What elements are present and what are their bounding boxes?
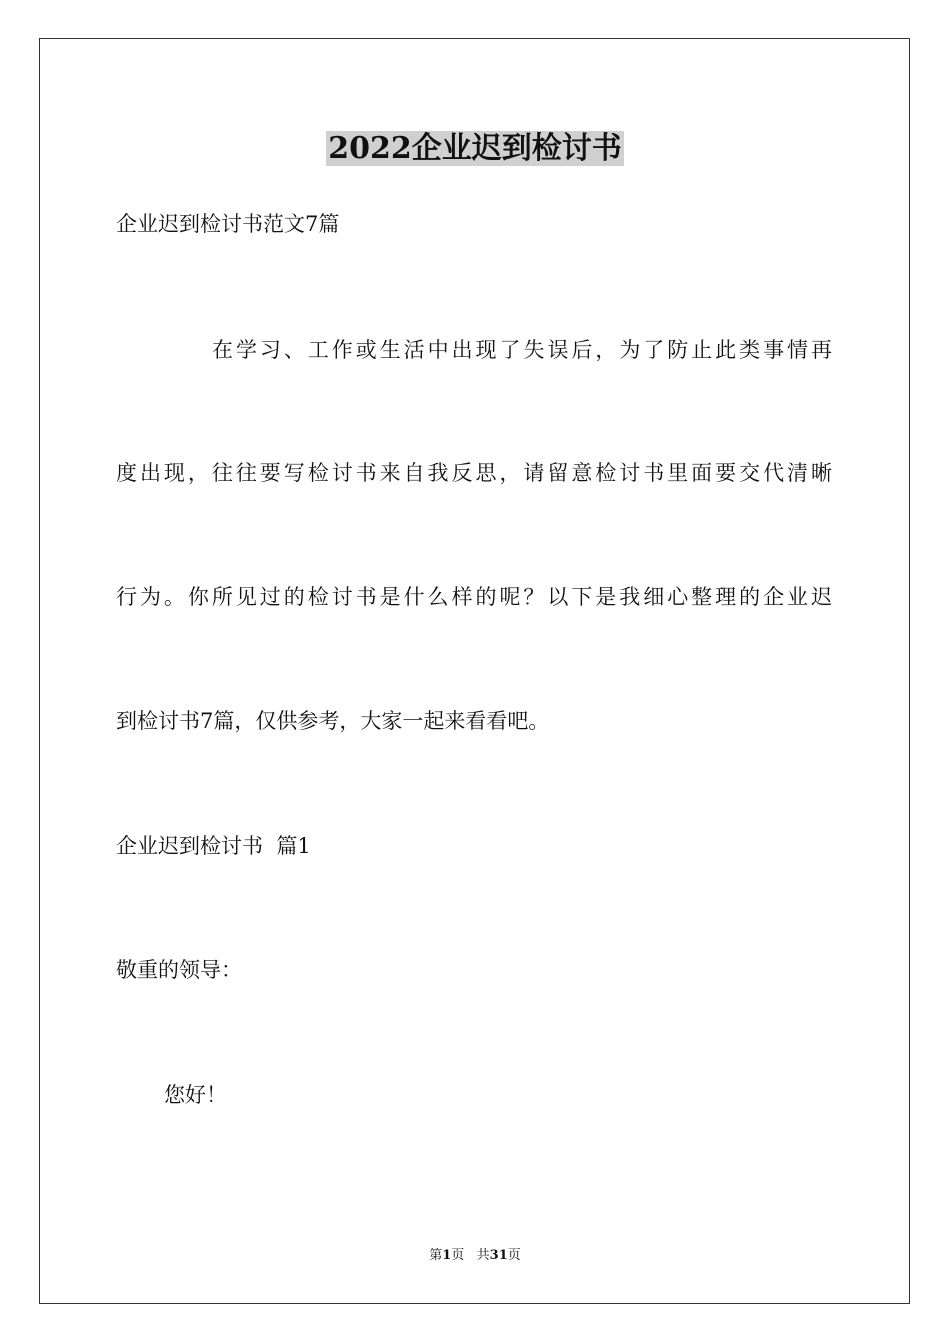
intro-line-1: 在学习、工作或生活中出现了失误后，为了防止此类事情再: [212, 338, 832, 362]
footer-page-prefix: 第: [429, 1248, 443, 1263]
greeting: 您好！: [164, 1083, 227, 1107]
footer-page-suffix: 页 共: [451, 1248, 490, 1263]
footer-total-pages: 31: [489, 1248, 508, 1263]
document-subtitle: 企业迟到检讨书范文7篇: [116, 212, 340, 236]
section-heading: 企业迟到检讨书 篇1: [116, 834, 311, 858]
page-footer: [0, 1247, 950, 1265]
intro-line-2: 度出现，往往要写检讨书来自我反思，请留意检讨书里面要交代清晰: [116, 461, 832, 485]
intro-line-3: 行为。你所见过的检讨书是什么样的呢？以下是我细心整理的企业迟: [116, 585, 832, 609]
document-title: [0, 128, 950, 170]
salutation: 敬重的领导：: [116, 958, 242, 982]
intro-line-4: 到检讨书7篇，仅供参考，大家一起来看看吧。: [116, 709, 550, 733]
footer-page-number: 1: [442, 1248, 452, 1263]
document-title-text: 2022企业迟到检讨书: [328, 131, 622, 166]
footer-total-suffix: 页: [507, 1248, 521, 1263]
